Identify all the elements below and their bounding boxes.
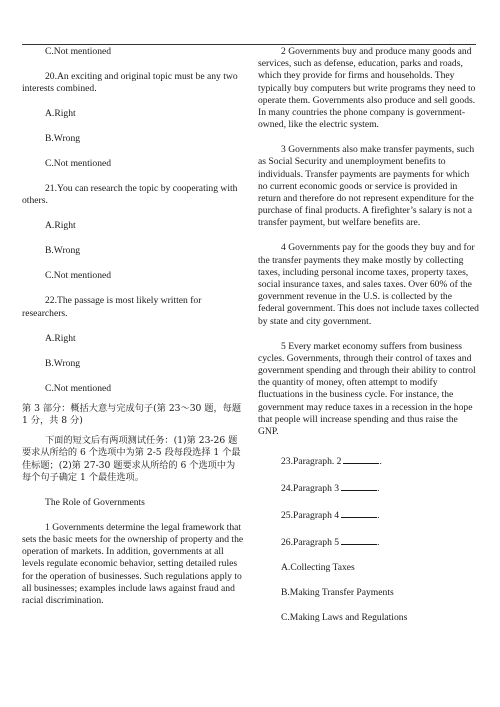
answer-item-end: . bbox=[379, 456, 382, 468]
q19-option-c: C.Not mentioned bbox=[45, 46, 112, 57]
answer-blank[interactable] bbox=[341, 535, 377, 545]
part3-instructions: 下面的短文后有两项测试任务：(1)第 23-26 题要求从所给的 6 个选项中为第 2-5 段每段选择 1 个最佳标题；(2)第 27-30 题要求从所给的 6 个选项中为每个句子确定 1 个最佳选项。 bbox=[22, 435, 241, 483]
answer-item-label: 23.Paragraph. 2 bbox=[281, 456, 342, 468]
paragraph-5: 5 Every market economy suffers from business cycles. Governments, through their control of taxes and government spending and through their ability to control the quantity of money, often attempt to modify fluctuations in the business cycle. For instance, the government may reduce taxes in a recession in the hope that people will increase spending and thus raise the GNP. bbox=[258, 340, 476, 438]
q22-option-a: A.Right bbox=[45, 332, 76, 344]
answer-item-26 bbox=[258, 535, 480, 549]
top-rule bbox=[22, 44, 476, 45]
paragraph-4: 4 Governments pay for the goods they buy and for the transfer payments they make mostly by collecting taxes, including personal income taxes, property taxes, social insurance taxes, and sales taxes. Over 60% of the government revenue in the U.S. is collected by the federal government. This does not include taxes collected by state and city government. bbox=[258, 242, 479, 327]
right-column bbox=[258, 46, 480, 624]
answer-item-end: . bbox=[377, 537, 380, 549]
answer-blank[interactable] bbox=[341, 508, 377, 518]
passage-title: The Role of Governments bbox=[45, 496, 145, 508]
answer-blank[interactable] bbox=[341, 481, 377, 491]
q21-text: 21.You can research the topic by cooperating with others. bbox=[22, 183, 238, 207]
answer-item-label: 25.Paragraph 4 bbox=[281, 510, 340, 522]
q20-option-b: B.Wrong bbox=[45, 133, 81, 145]
answer-item-23 bbox=[258, 454, 480, 468]
answer-item-24 bbox=[258, 481, 480, 495]
answer-item-label: 24.Paragraph 3 bbox=[281, 483, 340, 495]
q20-option-a: A.Right bbox=[45, 108, 76, 120]
paragraph-2: 2 Governments buy and produce many goods and services, such as defense, education, parks and roads, which they provide for firms and households. They typically buy computers but write programs they need to operate them. Governments also produce and sell goods. In many countries the phone company is government-owned, like the electric system. bbox=[258, 46, 476, 131]
answer-item-label: 26.Paragraph 5 bbox=[281, 537, 340, 549]
paragraph-3: 3 Governments also make transfer payments, such as Social Security and unemployment benefits to individuals. Transfer payments are payments for which no current economic goods or service is provided in return and therefore do not represent expenditure for the purchase of final products. A firefighter’s salary is not a transfer payment, but welfare benefits are. bbox=[258, 144, 475, 229]
q22-text: 22.The passage is most likely written for researchers. bbox=[22, 295, 202, 319]
option-c: C.Making Laws and Regulations bbox=[281, 612, 408, 624]
answer-item-25 bbox=[258, 508, 480, 522]
option-a: A.Collecting Taxes bbox=[281, 562, 355, 574]
answer-item-end: . bbox=[377, 483, 380, 495]
q22-option-c: C.Not mentioned bbox=[45, 382, 112, 394]
q20-option-c: C.Not mentioned bbox=[45, 158, 112, 170]
part3-heading: 第 3 部分：概括大意与完成句子(第 23～30 题，每题 1 分，共 8 分) bbox=[22, 402, 242, 427]
q21-option-b: B.Wrong bbox=[45, 245, 81, 257]
q21-option-c: C.Not mentioned bbox=[45, 270, 112, 282]
q22-option-b: B.Wrong bbox=[45, 357, 81, 369]
q21-option-a: A.Right bbox=[45, 220, 76, 232]
answer-blank[interactable] bbox=[343, 454, 379, 464]
paragraph-1: 1 Governments determine the legal framework that sets the basic meets for the ownership of property and the operation of markets. In addition, governments at all levels regulate economic behavior, setting detailed rules for the operation of businesses. Such regulations apply to all businesses; examples include laws against fraud and racial discrimination. bbox=[22, 521, 244, 607]
left-column bbox=[22, 46, 244, 607]
answer-item-end: . bbox=[377, 510, 380, 522]
option-b: B.Making Transfer Payments bbox=[281, 587, 394, 599]
q20-text: 20.An exciting and original topic must be any two interests combined. bbox=[22, 71, 238, 95]
